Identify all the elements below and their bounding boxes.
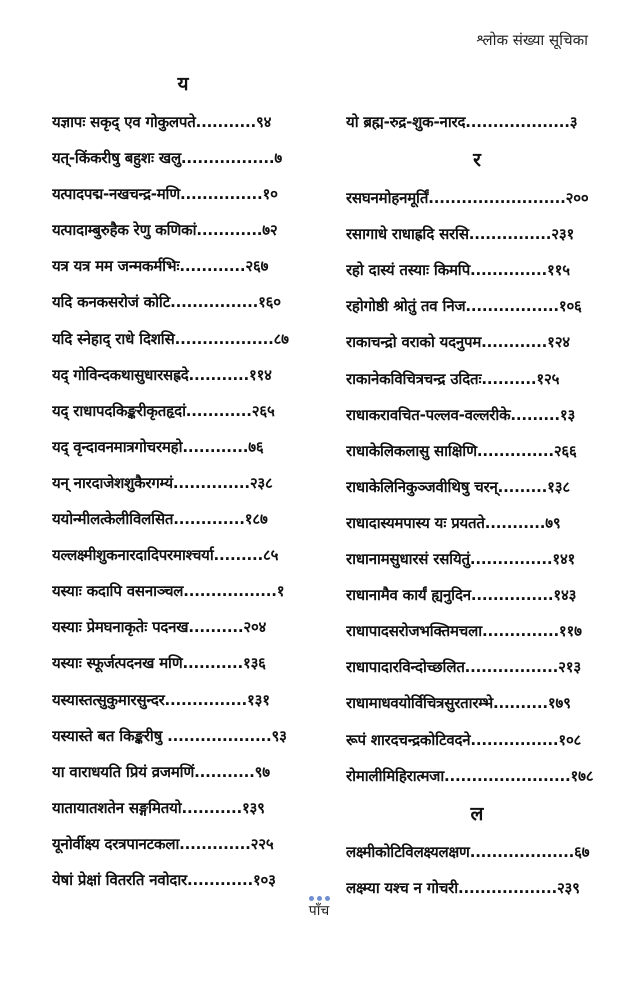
- page-number-label: पाँच: [308, 903, 330, 919]
- index-entry: राधापादारविन्दोच्छलित.................२१३: [346, 658, 581, 677]
- index-entry: रसागाधे राधाह्रदि सरसि...............२३१: [346, 225, 575, 244]
- index-entry: यदि कनकसरोजं कोटि................१६०: [52, 293, 281, 312]
- index-entry: या वाराधयति प्रियं व्रजमणिं...........९७: [52, 762, 270, 781]
- page-footer: [0, 896, 638, 920]
- index-entry: यद् राधापदकिङ्करीकृतहृदां............२६५: [52, 401, 275, 420]
- index-entry: राकानेकविचित्रचन्द्र उदितः..........१२५: [346, 369, 560, 388]
- index-entry: रोमालीमिहिरात्मजा.......................१७८: [346, 766, 594, 785]
- index-entry: रूपं शारदचन्द्रकोटिवदने................१०८: [346, 730, 582, 749]
- index-entry: यूनोर्वीक्ष्य दरत्रपानटकला.............२२५: [52, 834, 274, 853]
- index-entry: यदि स्नेहाद् राधे दिशसि..................८७: [52, 329, 289, 348]
- section-spacer: [346, 64, 608, 104]
- index-entry: राधानामसुधारसं रसयितुं...............१४१: [346, 550, 576, 569]
- index-entry: यस्याः स्फूर्जत्पदनख मणि...........१३६: [52, 654, 266, 673]
- index-entry: राधानामैव कार्यं ह्यनुदिन...............१४३: [346, 586, 577, 605]
- index-entry: यज्ञापः सकृद् एव गोकुलपते...........९४: [52, 113, 272, 131]
- index-entry: यस्यास्तत्सुकुमारसुन्दर...............१३१: [52, 690, 270, 709]
- index-entry: रसघनमोहनमूर्तिं.........................२००: [346, 189, 589, 208]
- index-entry: यत्र यत्र मम जन्मकर्मभिः............२६७: [52, 257, 269, 276]
- index-entry: लक्ष्मीकोटिविलक्ष्यलक्षण...................६७: [346, 842, 590, 861]
- index-entry: यस्यास्ते बत किङ्करीषु ...................९३: [52, 726, 287, 745]
- index-entry: यस्याः प्रेमघनाकृतेः पदनख..........२०४: [52, 618, 267, 637]
- index-entry: यो ब्रह्म-रुद्र-शुक-नारद...................३: [346, 113, 578, 131]
- section-heading-ya: य: [177, 73, 189, 95]
- index-entry: राधादास्यमपास्य यः प्रयतते...........७९: [346, 513, 561, 532]
- index-entry: यस्याः कदापि वसनाञ्चल.................१: [52, 582, 285, 601]
- index-entry: यन् नारदाजेशशुकैरगम्यं..............२३८: [52, 473, 273, 492]
- left-column: [52, 64, 314, 898]
- section-heading-la: ल: [470, 802, 484, 825]
- section-heading-ra: र: [473, 149, 481, 172]
- index-entry: राधापादसरोजभक्तिमचला..............११७: [346, 622, 582, 641]
- index-entry: यत्पादाम्बुरुहैक रेणु कणिकां............७२: [52, 221, 278, 240]
- index-entry: यातायातशतेन सङ्गमितयो...........१३९: [52, 798, 265, 817]
- index-entry: येषां प्रेक्षां वितरति नवोदार............१०३: [52, 870, 276, 889]
- index-entry: राकाचन्द्रो वराको यदनुपम............१२४: [346, 333, 570, 352]
- index-entry: रहो दास्यं तस्याः किमपि..............११५: [346, 261, 570, 280]
- index-entry: यद् गोविन्दकथासुधारसह्रदे...........११४: [52, 365, 272, 384]
- right-column: [346, 64, 608, 906]
- index-entry: ययोन्मीलत्केलीविलसित.............१८७: [52, 510, 268, 529]
- index-entry: राधाकरावचित-पल्लव-वल्लरीके.........१३: [346, 405, 576, 424]
- page-header-title: श्लोक संख्या सूचिका: [476, 31, 588, 49]
- index-entry: लक्ष्म्या यश्च न गोचरी..................२३९: [346, 878, 580, 897]
- index-entry: रहोगोष्ठी श्रोतुं तव निज.................१०६: [346, 297, 582, 316]
- index-entry: यत्-किंकरीषु बहुशः खलु.................७: [52, 149, 283, 168]
- index-entry: यत्पादपद्म-नखचन्द्र-मणि...............१०: [52, 185, 278, 204]
- index-entry: यल्लक्ष्मीशुकनारदादिपरमाश्चर्या.........८५: [52, 546, 279, 565]
- index-entry: राधाकेलिनिकुञ्जवीथिषु चरन्.........१३८: [346, 477, 570, 496]
- index-entry: यद् वृन्दावनमात्रगोचरमहो............७६: [52, 437, 264, 456]
- index-entry: राधाकेलिकलासु साक्षिणि..............२६६: [346, 441, 577, 460]
- index-entry: राधामाधवयोर्विचित्रसुरतारम्भे..........१७९: [346, 694, 571, 713]
